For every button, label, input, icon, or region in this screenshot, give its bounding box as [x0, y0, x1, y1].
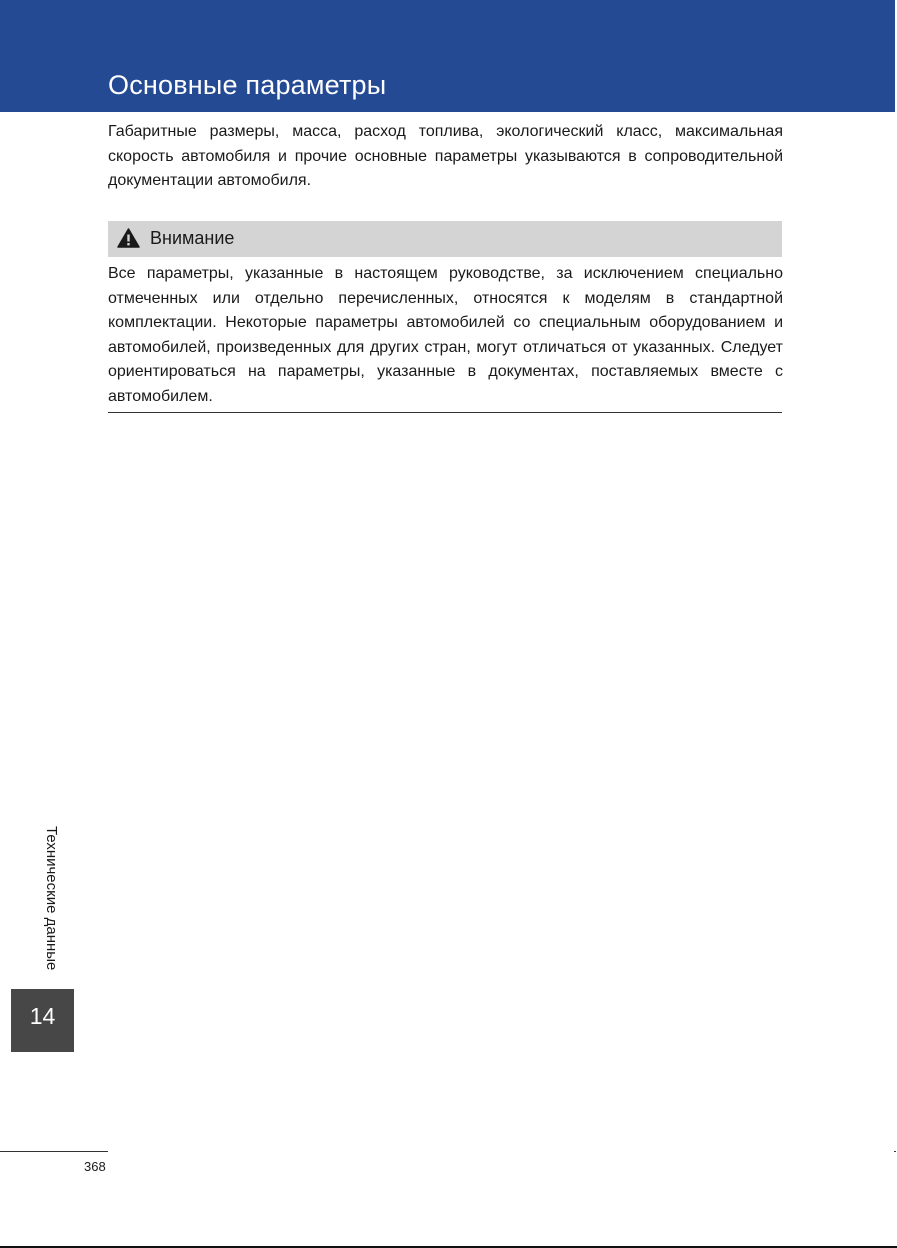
- section-side-label: [39, 826, 63, 984]
- warning-bar: [108, 221, 782, 257]
- intro-paragraph: Габаритные размеры, масса, расход топлива, экологический класс, максимальная скорость автомобиля и прочие основные параметры указываются в сопроводительной документации автомобиля.: [108, 123, 783, 189]
- footer-divider: [0, 1151, 108, 1152]
- chapter-number: 14: [29, 1003, 56, 1029]
- section-divider: [108, 412, 782, 413]
- header-band: [0, 0, 895, 112]
- footer-right-tick: [894, 1151, 896, 1152]
- section-side-label-text: Технические данные: [43, 826, 60, 971]
- warning-triangle-icon: [117, 228, 140, 248]
- page-number: 368: [84, 1159, 106, 1174]
- page-title: Основные параметры: [108, 70, 387, 100]
- warning-paragraph: Все параметры, указанные в настоящем руководстве, за исключением специально отмеченных или отдельно перечисленных, относятся к моделям в стандартной комплектации. Некоторые параметры автомобилей со специальным оборудованием и автомобилей, произведенных для других стран, могут отличаться от указанных. Следует ориентироваться на параметры, указанные в документах, поставляемых вместе с автомобилем.: [108, 265, 783, 405]
- chapter-tab: [11, 989, 74, 1052]
- warning-title: Внимание: [150, 228, 235, 248]
